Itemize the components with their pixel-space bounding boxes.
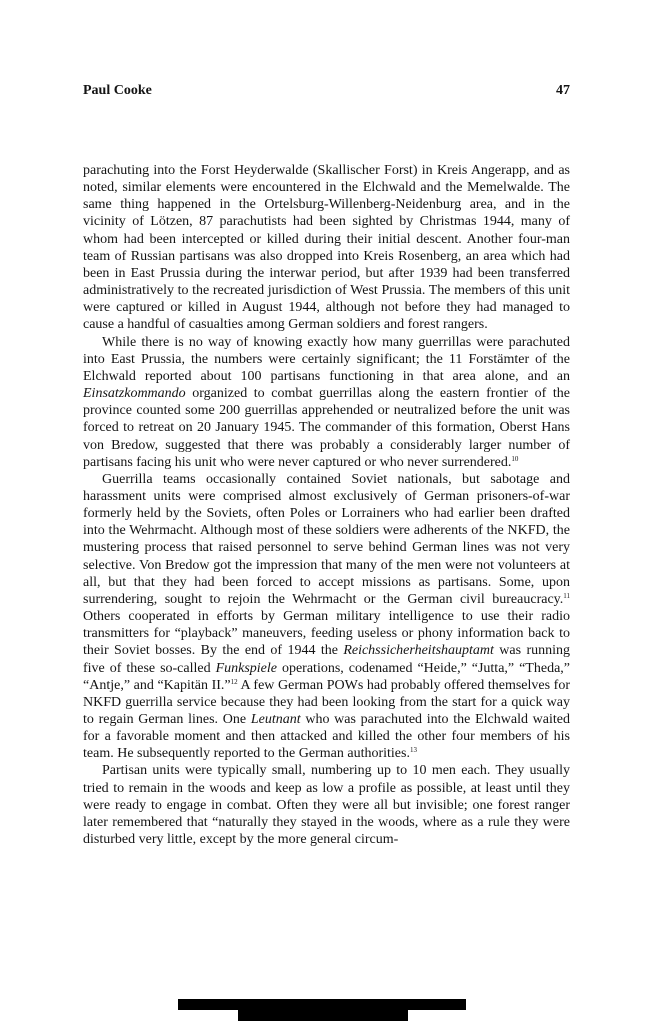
running-header [83,83,570,103]
page-number: 47 [556,83,570,98]
italic-term: Leutnant [250,712,301,727]
italic-term: Reichssicherheitshauptamt [343,643,494,659]
text-run: Partisan units were typically small, numbering up to 10 men each. They usually tried to remain in the woods and keep as low a profile as possible, at least until they were ready to engage in combat. Often they were all but invisible; one forest ranger later remembered that “naturally they stayed in the woods, where as a rule they were disturbed very little, except by the more general circum- [83,763,570,848]
text-run: A few German POWs had probably offered themselves for NKFD guerrilla service because they had been looking from the start for a quick way to regain German lines. One [83,677,570,727]
text-run: Guerrilla teams occasionally contained Soviet nationals, but sabotage and harassment units were comprised almost exclusively of German prisoners-of-war formerly held by the Soviets, often Poles or Lorrainers who had earlier been drafted into the Wehrmacht. Although most of these soldiers were adherents of the NKFD, the mustering process that raised personnel to serve behind German lines was not very selective. Von Bredow got the impression that many of the men were not volunteers at all, but that they had been forced to accept missions as partisans. Some, upon surrendering, sought to rejoin the Wehrmacht or the German civil bureaucracy. [83,471,570,607]
italic-term: Funkspiele [215,660,277,676]
footnote-ref: 12 [230,677,238,686]
body-text [83,162,570,848]
scan-redaction-bar [178,999,466,1010]
text-run: organized to combat guerrillas along the eastern frontier of the province counted some 200 guerrillas apprehended or neutralized before the unit was forced to retreat on 20 January 1945. The commander of this formation, Oberst Hans von Bredow, suggested that there was probably a considerably larger number of partisans facing his unit who were never captured or who never surrendered. [83,386,570,470]
text-run: While there is no way of knowing exactly how many guerrillas were parachuted into East Prussia, the numbers were certainly significant; the 11 Forstämter of the Elchwald reported about 100 partisans functioning in that area alone, and an [83,334,570,384]
text-run: Others cooperated in efforts by German military intelligence to use their radio transmitters for “playback” maneuvers, feeding useless or phony information back to their Soviet bosses. By the end of 1944 the [83,609,570,659]
footnote-ref: 10 [511,454,519,463]
paragraph [83,762,570,848]
paragraph [83,471,570,763]
text-run: who was parachuted into the Elchwald waited for a favorable moment and then attacked and killed the other four members of his team. He subsequently reported to the German authorities. [83,712,570,762]
header-author: Paul Cooke [83,83,152,98]
scan-redaction-bar [238,1010,408,1021]
paragraph [83,162,570,334]
text-run: operations, codenamed “Heide,” “Jutta,” “Theda,” “Antje,” and “Kapitän II.” [83,660,570,693]
text-run: was running five of these so-called [83,643,570,676]
footnote-ref: 13 [409,746,417,755]
paragraph [83,334,570,471]
text-run: parachuting into the Forst Heyderwalde (Skallischer Forst) in Kreis Angerapp, and as noted, similar elements were encountered in the Elchwald and the Memelwalde. The same thing happened in the Ortelsburg-Willenberg-Neidenburg area, and in the vicinity of Lötzen, 87 parachutists had been sighted by Christmas 1944, many of whom had been intercepted or killed during their initial descent. Another four-man team of Russian partisans was also dropped into Kreis Rosenberg, an area which had been in East Prussia during the interwar period, but after 1939 had been transferred administratively to the recreated jurisdiction of West Prussia. The members of this unit were captured or killed in August 1944, although not before they had managed to cause a handful of casualties among German soldiers and forest rangers. [83,163,570,333]
italic-term: Einsatzkommando [83,386,186,402]
footnote-ref: 11 [563,591,570,600]
